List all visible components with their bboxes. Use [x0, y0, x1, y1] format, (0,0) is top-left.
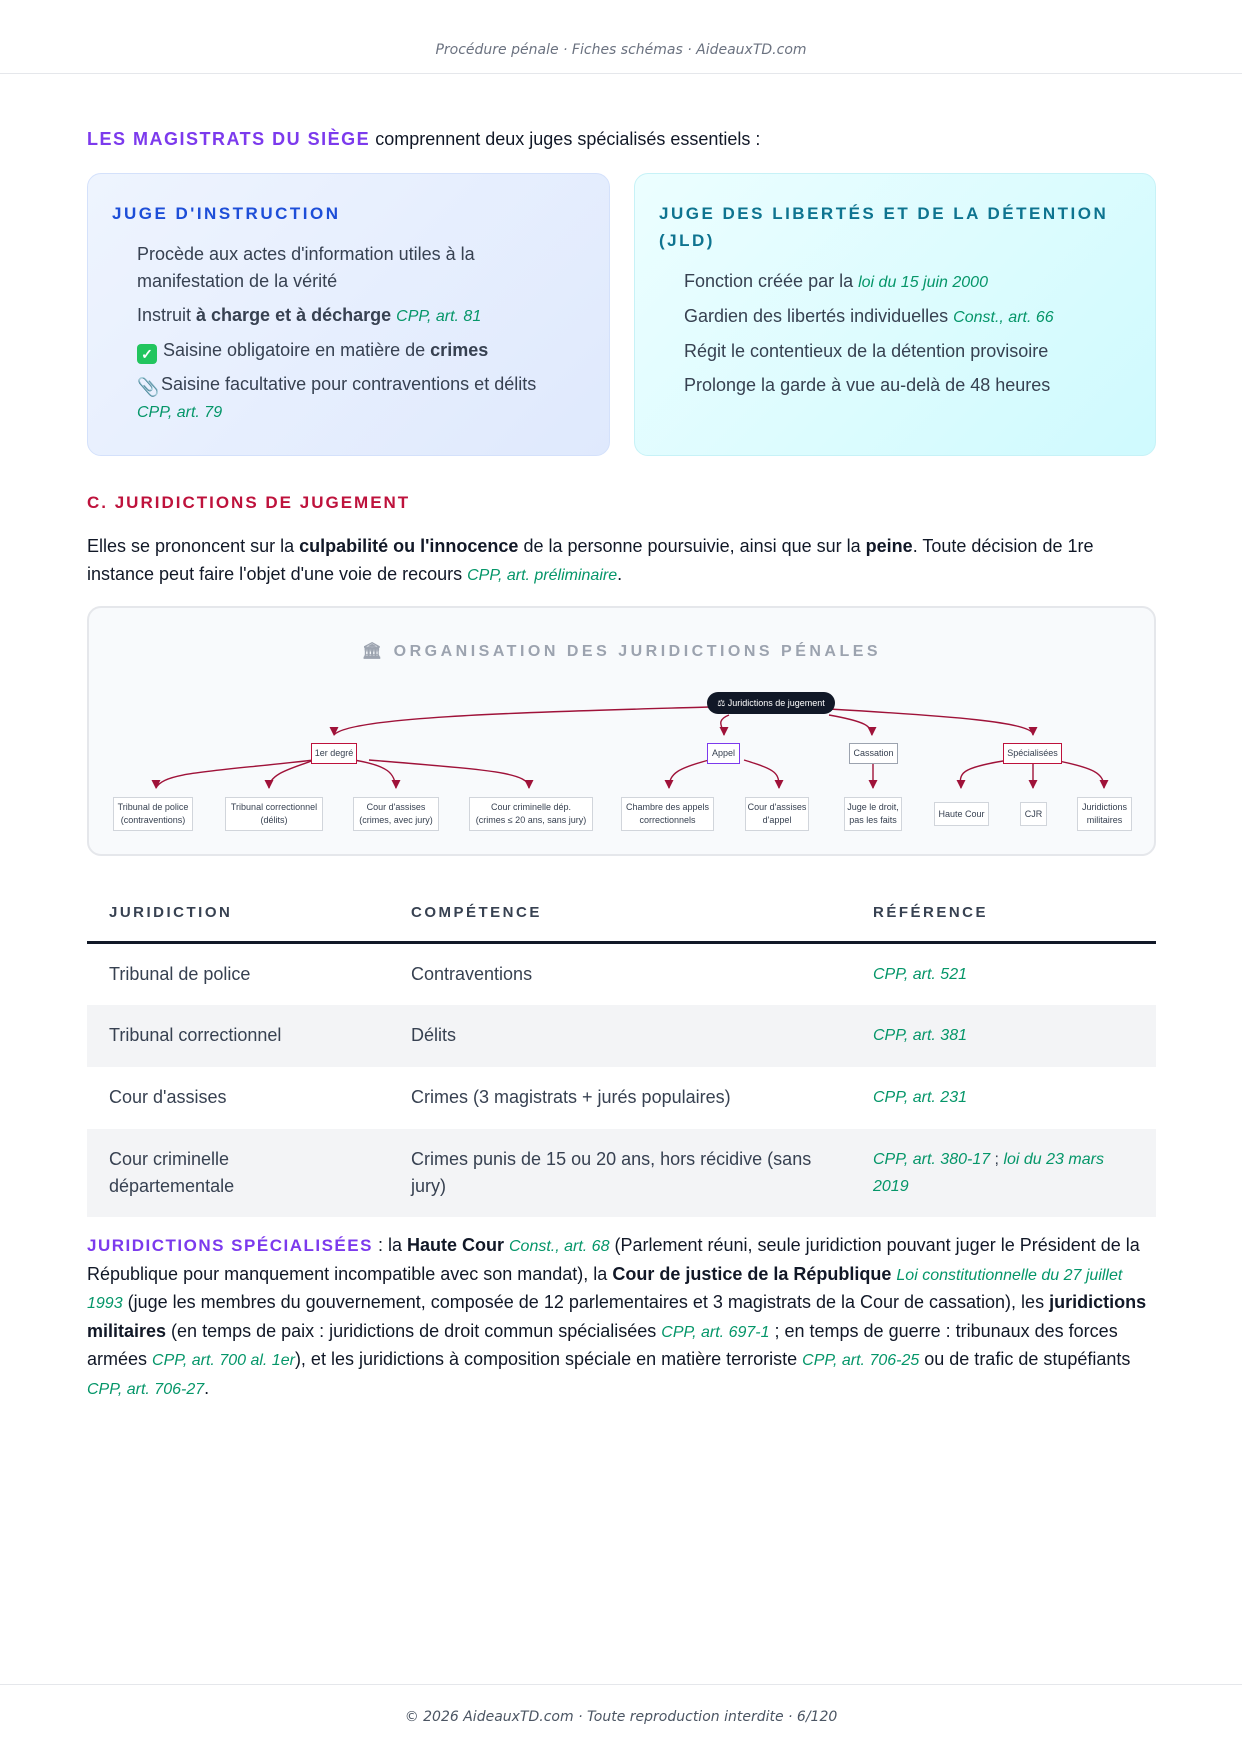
diagram-node-leaf: Haute Cour: [934, 802, 989, 826]
legal-reference: CPP, art. 79: [137, 404, 223, 421]
item-text: Gardien des libertés individuelles: [684, 306, 954, 326]
list-item: [137, 241, 585, 295]
diagram-node-level1: Appel: [707, 743, 740, 764]
diagram-node-leaf: Cour criminelle dép. (crimes ≤ 20 ans, sans jury): [469, 797, 593, 831]
table-row: [87, 1005, 1156, 1067]
legal-reference: CPP, art. 81: [396, 308, 482, 325]
edge: [156, 760, 314, 788]
cell-reference: CPP, art. 381: [873, 1027, 967, 1044]
cell-competence: Crimes (3 magistrats + jurés populaires): [411, 1087, 731, 1107]
edge: [669, 760, 709, 788]
intro-line: [87, 129, 760, 150]
card-list-juge-instruction: [112, 241, 585, 426]
item-text: Saisine obligatoire en matière de: [163, 340, 431, 360]
edge: [960, 760, 1009, 788]
para-keyword: JURIDICTIONS SPÉCIALISÉES: [87, 1236, 373, 1255]
diagram-node-level1: Cassation: [849, 743, 898, 764]
table-row: [87, 1067, 1156, 1129]
list-item: [684, 338, 1131, 365]
diagram-node-leaf: Juridictions militaires: [1077, 797, 1132, 831]
legal-reference: Const., art. 66: [953, 309, 1054, 326]
diagram-node-leaf: CJR: [1020, 802, 1047, 826]
item-text: Fonction créée par la: [684, 271, 859, 291]
diagram-node-level1: 1er degré: [311, 743, 357, 764]
cell-competence: Contraventions: [411, 963, 533, 984]
item-text: Prolonge la garde à vue au-delà de 48 heures: [684, 375, 1051, 395]
legal-reference: loi du 15 juin 2000: [858, 274, 988, 291]
card-title-juge-instruction: JUGE D'INSTRUCTION: [112, 204, 341, 223]
item-text: Régit le contentieux de la détention provisoire: [684, 341, 1049, 361]
diagram-juridictions: [87, 606, 1156, 856]
paragraph-intro-jugement: Elles se prononcent sur la culpabilité ou l'innocence de la personne poursuivie, ainsi que sur la peine. Toute décision de 1re instance peut faire l'objet d'une voie de recours CPP, art. préliminaire.: [87, 536, 1094, 584]
cell-competence: Délits: [411, 1025, 457, 1045]
column-header: JURIDICTION: [87, 880, 389, 943]
item-text: Instruit: [137, 305, 197, 325]
edge: [744, 760, 779, 788]
page-header: [0, 0, 1242, 74]
edge: [721, 715, 729, 735]
legal-reference: CPP, art. 697-1: [661, 1323, 770, 1341]
edge: [1054, 760, 1104, 788]
diagram-node-leaf: Cour d'assises d'appel: [745, 797, 809, 831]
check-icon: ✓: [137, 344, 157, 364]
column-header: COMPÉTENCE: [389, 880, 851, 943]
paperclip-icon: 📎: [137, 377, 160, 397]
diagram-node-root: ⚖ Juridictions de jugement: [707, 692, 835, 714]
cell-reference: CPP, art. 380-17 ; loi du 23 mars 2019: [873, 1150, 1104, 1195]
card-list-jld: [659, 268, 1131, 399]
diagram-node-level1: Spécialisées: [1003, 743, 1062, 764]
diagram-node-leaf: Cour d'assises (crimes, avec jury): [353, 797, 439, 831]
cell-juridiction: Tribunal de police: [109, 963, 251, 984]
list-item: [137, 302, 585, 330]
cell-reference: CPP, art. 521: [873, 965, 967, 983]
edge: [369, 760, 529, 788]
legal-reference: CPP, art. préliminaire: [467, 567, 618, 584]
item-text: Saisine facultative pour contraventions et délits: [161, 374, 537, 394]
list-item: [684, 372, 1131, 399]
table-row: [87, 1129, 1156, 1217]
diagram-node-leaf: Juge le droit, pas les faits: [844, 797, 902, 831]
intro-keyword: LES MAGISTRATS DU SIÈGE: [87, 129, 371, 149]
cell-competence: Crimes punis de 15 ou 20 ans, hors récidive (sans jury): [411, 1148, 812, 1196]
legal-reference: Loi constitutionnelle du 27 juillet 1993: [87, 1266, 1123, 1313]
intro-rest: comprennent deux juges spécialisés essentiels :: [370, 129, 761, 149]
edge: [829, 715, 872, 735]
list-item: [137, 371, 585, 426]
page-footer: [0, 1684, 1242, 1755]
edge: [334, 707, 709, 735]
table-header-row: [87, 880, 1156, 943]
edge: [354, 760, 396, 788]
item-text: Procède aux actes d'information utiles à la manifestation de la vérité: [137, 244, 475, 291]
section-title: C. JURIDICTIONS DE JUGEMENT: [87, 493, 411, 512]
legal-reference: Const., art. 68: [508, 1238, 610, 1255]
paragraph-juridictions-specialisees: JURIDICTIONS SPÉCIALISÉES : la Haute Cour Const., art. 68 (Parlement réuni, seule juridiction pouvant juger le Président de la République pour manquement incompatible avec son mandat), la Cour de justice de la République Loi constitutionnelle du 27 juillet 1993 (juge les membres du gouvernement, composée de 12 parlementaires et 3 magistrats de la Cour de cassation), les juridictions militaires (en temps de paix : juridictions de droit commun spécialisées CPP, art. 697-1 ; en temps de guerre : tribunaux des forces armées CPP, art. 700 al. 1er), et les juridictions à composition spéciale en matière terroriste CPP, art. 706-25 ou de trafic de stupéfiants CPP, art. 706-27.: [87, 1235, 1147, 1398]
cell-reference: CPP, art. 231: [873, 1089, 967, 1106]
cell-juridiction: Tribunal correctionnel: [109, 1025, 282, 1045]
courthouse-icon: 🏛: [361, 643, 386, 660]
list-item: [684, 268, 1131, 296]
cell-juridiction: Cour d'assises: [109, 1087, 227, 1107]
diagram-node-leaf: Tribunal de police (contraventions): [113, 797, 193, 831]
column-header: RÉFÉRENCE: [851, 880, 1156, 943]
diagram-node-leaf: Tribunal correctionnel (délits): [225, 797, 323, 831]
card-jld: [634, 173, 1156, 456]
legal-reference: CPP, art. 700 al. 1er: [152, 1352, 295, 1370]
legal-reference: CPP, art. 706-27: [87, 1380, 205, 1398]
list-item: [684, 303, 1131, 331]
item-bold: à charge et à décharge: [196, 305, 392, 325]
legal-reference: CPP, art. 706-25: [802, 1352, 920, 1370]
cell-juridiction: Cour criminelle départementale: [109, 1148, 235, 1196]
header-text: Procédure pénale · Fiches schémas · AideauxTD.com: [435, 42, 807, 58]
table-row: [87, 943, 1156, 1005]
footer-text: © 2026 AideauxTD.com · Toute reproduction interdite · 6/120: [404, 1709, 838, 1725]
juridictions-table: [87, 880, 1156, 1217]
diagram-title-text: ORGANISATION DES JURIDICTIONS PÉNALES: [393, 643, 882, 660]
item-bold: crimes: [430, 340, 489, 360]
card-title-jld: JUGE DES LIBERTÉS ET DE LA DÉTENTION (JLD): [659, 204, 1109, 250]
list-item: [137, 337, 585, 364]
card-juge-instruction: [87, 173, 610, 456]
diagram-node-leaf: Chambre des appels correctionnels: [621, 797, 714, 831]
